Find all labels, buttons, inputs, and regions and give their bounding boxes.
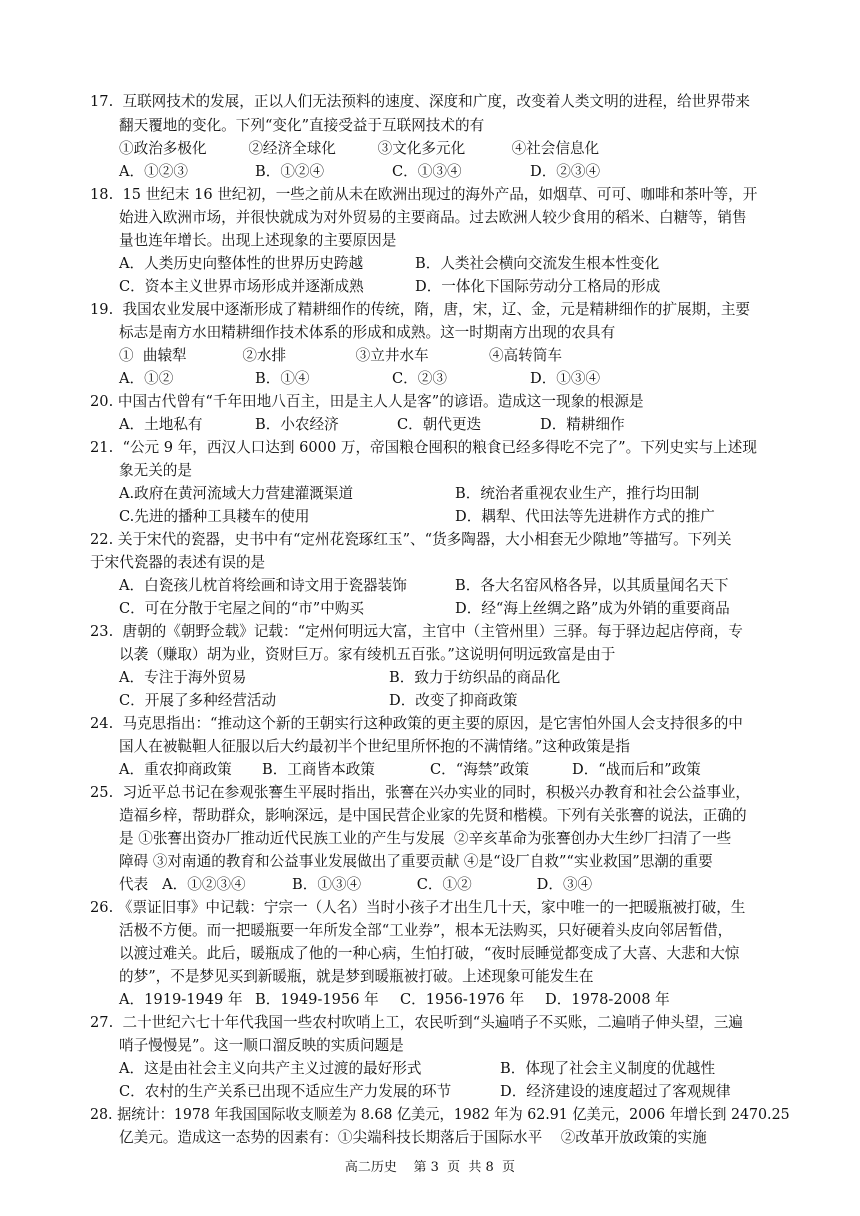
q26-option-d: D．1978-2008 年: [545, 991, 670, 1008]
q26-line1: 26. 《票证旧事》中记载：宁宗一（人名）当时小孩子才出生几十天，家中唯一的一把暖瓶被打破，生: [90, 899, 746, 916]
q19-line2: 标志是南方水田精耕细作技术体系的形成和成熟。这一时期南方出现的农具有: [119, 324, 616, 341]
q21-line2: 象无关的是: [119, 462, 192, 479]
q23-option-c: C．开展了多种经营活动: [119, 692, 277, 709]
page-footer: 高二历史 第 3 页 共 8 页: [344, 1160, 516, 1175]
q22-option-c: C．可在分散于宅屋之间的“市”中购买: [119, 600, 364, 617]
q26-option-a: A．1919-1949 年: [119, 991, 243, 1008]
q26-option-b: B．1949-1956 年: [255, 991, 379, 1008]
q20-option-a: A．土地私有: [119, 416, 203, 433]
q27-option-d: D．经济建设的速度超过了客观规律: [500, 1083, 731, 1100]
q25-line2: 造福乡梓，帮助群众，影响深远，是中国民营企业家的先贤和楷模。下列有关张謇的说法，正确的: [119, 807, 747, 824]
q21-option-b: B．统治者重视农业生产，推行均田制: [455, 485, 700, 502]
q19-option-c: C．②③: [392, 370, 447, 387]
q25-line4: 障碍 ③对南通的教育和公益事业发展做出了重要贡献 ④是“设厂自救”“实业救国”思潮的重要: [119, 853, 713, 870]
q23-option-b: B．致力于纺织品的商品化: [389, 669, 561, 686]
q21-option-d: D．耦犁、代田法等先进耕作方式的推广: [455, 508, 715, 525]
q20-option-b: B．小农经济: [255, 416, 339, 433]
q27-option-b: B．体现了社会主义制度的优越性: [500, 1060, 716, 1077]
q22-line1: 22. 关于宋代的瓷器，史书中有“定州花瓷琢红玉”、“货多陶器，大小相套无少隙地”等描写。下列关: [90, 531, 732, 548]
q25-line5: 代表 A．①②③④ B．①③④ C．①② D．③④: [119, 876, 593, 893]
q17-option-a: A．①②③: [119, 163, 188, 180]
q21-option-a: A.政府在黄河流域大力营建灌溉渠道: [119, 485, 354, 502]
q26-option-c: C．1956-1976 年: [400, 991, 525, 1008]
q22-line2: 于宋代瓷器的表述有误的是: [90, 554, 266, 571]
q25-line1: 25. 习近平总书记在参观张謇生平展时指出，张謇在兴办实业的同时，积极兴办教育和社会公益事业，: [90, 784, 751, 801]
q18-line2: 始进入欧洲市场，并很快就成为对外贸易的主要商品。过去欧洲人较少食用的稻米、白糖等，销售: [119, 209, 747, 226]
q21-option-c: C.先进的播种工具耧车的使用: [119, 508, 310, 525]
q26-line4: 的梦”，不是梦见买到新暖瓶，就是梦到暖瓶被打破。上述现象可能发生在: [119, 968, 594, 985]
q24-option-c: C．“海禁”政策: [430, 761, 530, 778]
q18-option-c: C．资本主义世界市场形成并逐渐成熟: [119, 278, 364, 295]
q19-option-d: D．①③④: [530, 370, 601, 387]
q19-option-b: B．①④: [255, 370, 310, 387]
q28-line2: 亿美元。造成这一态势的因素有：①尖端科技长期落后于国际水平 ②改革开放政策的实施: [119, 1129, 707, 1146]
q17-option-c: C．①③④: [392, 163, 462, 180]
q17-option-b: B．①②④: [255, 163, 325, 180]
q24-option-d: D．“战而后和”政策: [572, 761, 701, 778]
q23-line1: 23. 唐朝的《朝野佥载》记载：“定州何明远大富，主官中（主管州里）三驿。每于驿边起店停商，专: [90, 623, 743, 640]
q26-line3: 以渡过难关。此后，暖瓶成了他的一种心病，生怕打破，“夜时辰睡觉都变成了大喜、大悲和大惊: [119, 945, 740, 962]
q24-line2: 国人在被鞑靼人征服以后大约最初半个世纪里所怀抱的不满情绪。”这种政策是指: [119, 738, 630, 755]
q22-option-b: B．各大名窑风格各异，以其质量闻名天下: [455, 577, 729, 594]
q21-line1: 21. “公元 9 年，西汉人口达到 6000 万，帝国粮仓囤积的粮食已经多得吃不完了”。下列史实与上述现: [90, 439, 757, 456]
q19-option-a: A．①②: [119, 370, 174, 387]
q25-line3: 是 ①张謇出资办厂推动近代民族工业的产生与发展 ②辛亥革命为张謇创办大生纱厂扫清了一些: [119, 830, 732, 847]
q17-line2: 翻天覆地的变化。下列“变化”直接受益于互联网技术的有: [119, 117, 485, 134]
q28-line1: 28. 据统计：1978 年我国国际收支顺差为 8.68 亿美元，1982 年为 62.91 亿美元，2006 年增长到 2470.25: [90, 1106, 790, 1123]
q27-line1: 27. 二十世纪六七十年代我国一些农村吹哨上工，农民听到“头遍哨子不买账，二遍哨子伸头望，三遍: [90, 1014, 743, 1031]
q27-option-c: C．农村的生产关系已出现不适应生产力发展的环节: [119, 1083, 452, 1100]
q17-line1: 17. 互联网技术的发展，正以人们无法预料的速度、深度和广度，改变着人类文明的进程，给世界带来: [90, 93, 751, 110]
q17-items: ①政治多极化 ②经济全球化 ③文化多元化 ④社会信息化: [119, 140, 600, 157]
q26-line2: 活极不方便。而一把暖瓶要一年所发全部“工业券”，根本无法购买，只好硬着头皮向邻居暂借，: [119, 922, 733, 939]
q24-line1: 24. 马克思指出：“推动这个新的王朝实行这种政策的更主要的原因，是它害怕外国人会支持很多的中: [90, 715, 743, 732]
q18-option-b: B．人类社会横向交流发生根本性变化: [415, 255, 660, 272]
q24-option-b: B．工商皆本政策: [262, 761, 375, 778]
q23-option-a: A．专注于海外贸易: [119, 669, 247, 686]
q20-line1: 20. 中国古代曾有“千年田地八百主，田是主人人是客”的谚语。造成这一现象的根源是: [90, 393, 644, 410]
q18-line1: 18. 15 世纪末 16 世纪初，一些之前从未在欧洲出现过的海外产品，如烟草、可可、咖啡和茶叶等，开: [90, 186, 758, 203]
q18-option-a: A．人类历史向整体性的世界历史跨越: [119, 255, 364, 272]
q22-option-d: D．经“海上丝绸之路”成为外销的重要商品: [455, 600, 730, 617]
q18-option-d: D．一体化下国际劳动分工格局的形成: [415, 278, 661, 295]
q20-option-c: C．朝代更迭: [397, 416, 482, 433]
q23-line2: 以袭（赚取）胡为业，资财巨万。家有绫机五百张。”这说明何明远致富是由于: [119, 646, 616, 663]
q20-option-d: D．精耕细作: [540, 416, 625, 433]
q27-line2: 哨子慢慢晃”。这一顺口溜反映的实质问题是: [119, 1037, 404, 1054]
q22-option-a: A．白瓷孩儿枕首将绘画和诗文用于瓷器装饰: [119, 577, 407, 594]
q18-line3: 量也连年增长。出现上述现象的主要原因是: [119, 232, 397, 249]
q24-option-a: A．重农抑商政策: [119, 761, 232, 778]
q17-option-d: D．②③④: [530, 163, 601, 180]
q19-items: ① 曲辕犁 ②水排 ③立井水车 ④高转筒车: [119, 347, 562, 364]
q23-option-d: D．改变了抑商政策: [389, 692, 518, 709]
q27-option-a: A．这是由社会主义向共产主义过渡的最好形式: [119, 1060, 422, 1077]
q19-line1: 19. 我国农业发展中逐渐形成了精耕细作的传统，隋，唐，宋，辽、金，元是精耕细作的扩展期，主要: [90, 301, 751, 318]
